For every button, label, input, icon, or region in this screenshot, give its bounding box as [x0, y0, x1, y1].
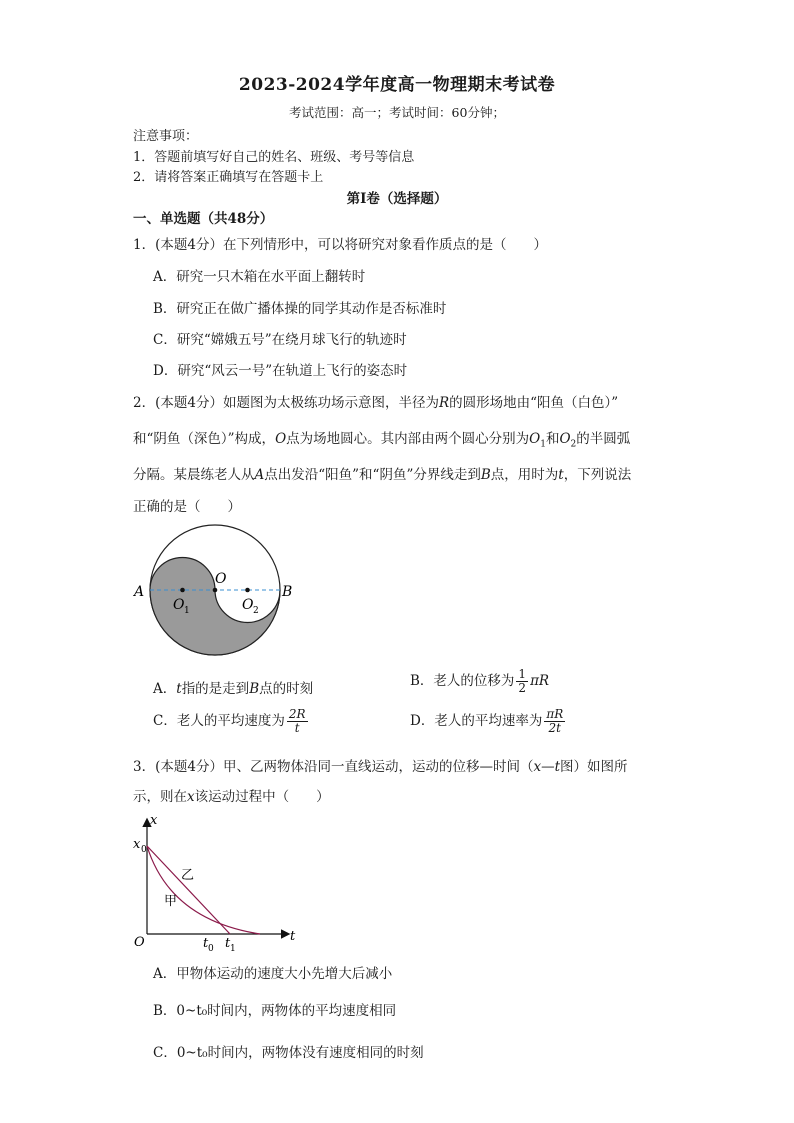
q2-option-b: B．老人的位移为 $\frac{1}{2}$ πR: [410, 667, 550, 695]
q3-line-2: 示，则在x该运动过程中（ ）: [133, 789, 330, 805]
label-o2: O: [242, 597, 254, 613]
label-o1: O: [173, 597, 185, 613]
q1-stem: 1．(本题4分）在下列情形中，可以将研究对象看作质点的是（ ）: [133, 237, 547, 253]
x-axis-label: x: [150, 813, 158, 828]
t0-label-sub: 0: [208, 944, 214, 954]
q2-line-4: 正确的是（ ）: [133, 499, 241, 515]
q2-line-1: 2．(本题4分）如题图为太极练功场示意图，半径为R的圆形场地由“阳鱼（白色）”: [133, 395, 619, 411]
q3-option-b: B．0~t₀时间内，两物体的平均速度相同: [153, 1003, 397, 1019]
label-yi: 乙: [181, 868, 195, 883]
label-o: O: [215, 571, 227, 587]
exam-subtitle: 考试范围：高一；考试时间：60分钟；: [289, 105, 505, 120]
label-jia: 甲: [164, 894, 178, 909]
section1-title: 一、单选题（共48分）: [133, 211, 274, 227]
t0-label: t: [203, 936, 209, 951]
q1-option-b: B．研究正在做广播体操的同学其动作是否标准时: [153, 301, 447, 317]
notes-heading: 注意事项：: [133, 129, 199, 144]
origin-label: O: [134, 935, 145, 950]
q2-option-d: D．老人的平均速率为 $\frac{\pi R}{2t}$: [410, 707, 564, 735]
line-jia: [147, 846, 230, 934]
t1-label: t: [225, 936, 231, 951]
part1-title: 第I卷（选择题）: [346, 191, 448, 207]
xt-graph: [130, 810, 310, 955]
x0-label-sub: 0: [141, 845, 147, 855]
q3-line-1: 3．(本题4分）甲、乙两物体沿同一直线运动，运动的位移—时间（x—t图）如图所: [133, 759, 628, 775]
label-o1-sub: 1: [184, 606, 190, 616]
label-b: B: [282, 584, 293, 600]
t1-label-sub: 1: [230, 944, 236, 954]
q1-option-d: D．研究“风云一号”在轨道上飞行的姿态时: [153, 363, 408, 379]
q1-option-c: C．研究“嫦娥五号”在绕月球飞行的轨迹时: [153, 332, 407, 348]
point-o2-dot: [245, 588, 250, 593]
q2-line-3: 分隔。某晨练老人从A点出发沿“阳鱼”和“阴鱼”分界线走到B点，用时为t，下列说法: [133, 467, 632, 483]
label-a: A: [134, 584, 145, 600]
q3-option-a: A．甲物体运动的速度大小先增大后减小: [153, 966, 393, 982]
label-o2-sub: 2: [253, 606, 259, 616]
q2-line-2: 和“阴鱼（深色）”构成，O点为场地圆心。其内部由两个圆心分别为$O_1$和$O_2$的半圆弧: [133, 431, 631, 450]
note-item-1: 1．答题前填写好自己的姓名、班级、考号等信息: [133, 150, 415, 165]
point-o1-dot: [180, 588, 185, 593]
q1-option-a: A．研究一只木箱在水平面上翻转时: [153, 269, 366, 285]
curve-yi: [147, 846, 260, 934]
x0-label: x: [133, 837, 141, 852]
q2-option-c: C．老人的平均速度为 $\frac{2R}{t}$: [153, 707, 306, 735]
note-item-2: 2．请将答案正确填写在答题卡上: [133, 170, 324, 185]
taiji-figure: [128, 518, 298, 668]
exam-title: 2023-2024学年度高一物理期末考试卷: [238, 75, 556, 95]
t-axis-label: t: [290, 929, 296, 944]
q3-option-c: C．0~t₀时间内，两物体没有速度相同的时刻: [153, 1045, 424, 1061]
q2-option-a: A．t指的是走到B点的时刻: [153, 681, 314, 697]
point-o-dot: [213, 588, 218, 593]
